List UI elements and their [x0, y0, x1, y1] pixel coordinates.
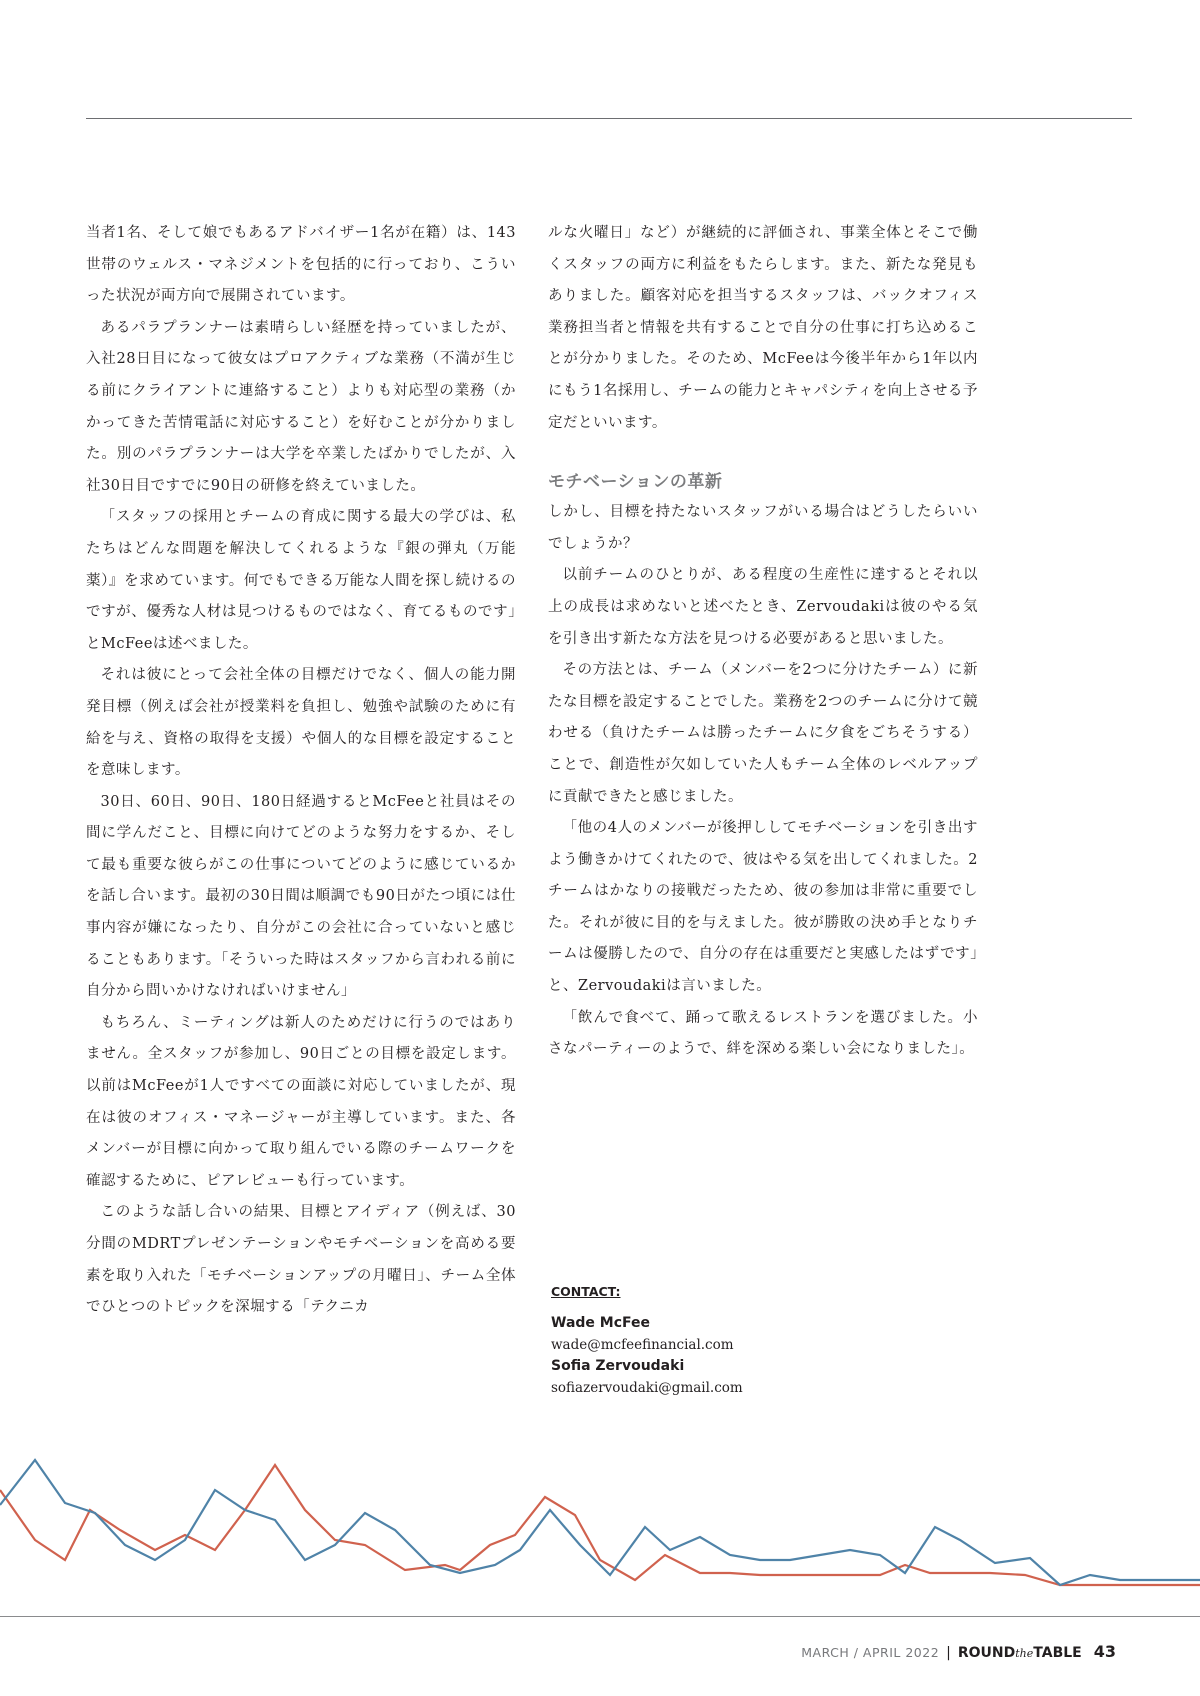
body-paragraph: このような話し合いの結果、目標とアイディア（例えば、30分間のMDRTプレゼンテーションやモチベーションを高める要素を取り入れた「モチベーションアップの月曜日」、チーム全体でひとつのトピックを深堀する「テクニカ: [86, 1204, 516, 1316]
contact-email-link[interactable]: wade@mcfeefinancial.com: [551, 1337, 734, 1353]
body-paragraph: 「他の4人のメンバーが後押ししてモチベーションを引き出すよう働きかけてくれたので、彼はやる気を出してくれました。2チームはかなりの接戦だったため、彼の参加は非常に重要でした。それが彼に目的を与えました。彼が勝敗の決め手となりチームは優勝したので、自分の存在は重要だと実感したはずです」と、Zervoudakiは言いました。: [548, 820, 978, 995]
bottom-rule: [0, 1616, 1200, 1617]
body-paragraph: それは彼にとって会社全体の目標だけでなく、個人の能力開発目標（例えば会社が授業料を負担し、勉強や試験のために有給を与え、資格の取得を支援）や個人的な目標を設定することを意味します。: [86, 667, 516, 779]
page-number: 43: [1093, 1642, 1116, 1661]
body-paragraph: あるパラプランナーは素晴らしい経歴を持っていましたが、入社28日目になって彼女はプロアクティブな業務（不満が生じる前にクライアントに連絡すること）よりも対応型の業務（かかってきた苦情電話に対応すること）を好むことが分かりました。別のパラプランナーは大学を卒業したばかりでしたが、入社30日目ですでに90日の研修を終えていました。: [86, 319, 516, 494]
contact-name: Wade McFee: [551, 1315, 650, 1331]
footer-separator: |: [946, 1645, 951, 1661]
left-column: [86, 218, 516, 1324]
magazine-logo: [958, 1645, 1082, 1661]
body-paragraph: 以前チームのひとりが、ある程度の生産性に達するとそれ以上の成長は求めないと述べたとき、Zervoudakiは彼のやる気を引き出す新たな方法を見つける必要があると思いました。: [548, 567, 978, 647]
body-paragraph: 「飲んで食べて、踊って歌えるレストランを選びました。小さなパーティーのようで、絆を深める楽しい会になりました」。: [548, 1009, 978, 1058]
section-heading: モチベーションの革新: [548, 472, 723, 493]
body-paragraph: 当者1名、そして娘でもあるアドバイザー1名が在籍）は、143世帯のウェルス・マネジメントを包括的に行っており、こういった状況が両方向で展開されています。: [86, 225, 516, 305]
top-rule: [86, 118, 1132, 119]
contact-block: [551, 1284, 951, 1399]
body-paragraph: 「スタッフの採用とチームの育成に関する最大の学びは、私たちはどんな問題を解決してくれるような『銀の弾丸（万能薬）』を求めています。何でもできる万能な人間を探し続けるのですが、優秀な人材は見つけるものではなく、育てるものです」とMcFeeは述べました。: [86, 509, 516, 652]
contact-title: CONTACT:: [551, 1284, 621, 1299]
body-paragraph: しかし、目標を持たないスタッフがいる場合はどうしたらいいでしょうか？: [548, 504, 978, 552]
logo-the: the: [1015, 1647, 1034, 1660]
body-paragraph: その方法とは、チーム（メンバーを2つに分けたチーム）に新たな目標を設定することでした。業務を2つのチームに分けて競わせる（負けたチームは勝ったチームに夕食をごちそうする）ことで、創造性が欠如していた人もチーム全体のレベルアップに貢献できたと感じました。: [548, 662, 978, 805]
decorative-red-line: [0, 1465, 1200, 1585]
right-column: [548, 218, 978, 1066]
contact-name: Sofia Zervoudaki: [551, 1358, 685, 1374]
page-footer: [801, 1642, 1116, 1661]
body-paragraph: ルな火曜日」など）が継続的に評価され、事業全体とそこで働くスタッフの両方に利益をもたらします。また、新たな発見もありました。顧客対応を担当するスタッフは、バックオフィス業務担当者と情報を共有することで自分の仕事に打ち込めることが分かりました。そのため、McFeeは今後半年から1年以内にもう1名採用し、チームの能力とキャパシティを向上させる予定だといいます。: [548, 225, 978, 431]
logo-table: TABLE: [1033, 1645, 1082, 1661]
decorative-blue-line: [0, 1460, 1200, 1585]
body-paragraph: 30日、60日、90日、180日経過するとMcFeeと社員はその間に学んだこと、目標に向けてどのような努力をするか、そして最も重要な彼らがこの仕事についてどのように感じているかを話し合います。最初の30日間は順調でも90日がたつ頃には仕事内容が嫌になったり、自分がこの会社に合っていないと感じることもあります。「そういった時はスタッフから言われる前に自分から問いかけなければいけません」: [86, 793, 516, 1000]
decorative-line-graphic: [0, 1455, 1200, 1605]
issue-date: MARCH / APRIL 2022: [801, 1645, 940, 1660]
logo-round: ROUND: [957, 1645, 1016, 1661]
contact-email-link[interactable]: sofiazervoudaki@gmail.com: [551, 1380, 743, 1396]
body-paragraph: もちろん、ミーティングは新人のためだけに行うのではありません。全スタッフが参加し、90日ごとの目標を設定します。以前はMcFeeが1人ですべての面談に対応していましたが、現在は彼のオフィス・マネージャーが主導しています。また、各メンバーが目標に向かって取り組んでいる際のチームワークを確認するために、ピアレビューも行っています。: [86, 1014, 516, 1189]
